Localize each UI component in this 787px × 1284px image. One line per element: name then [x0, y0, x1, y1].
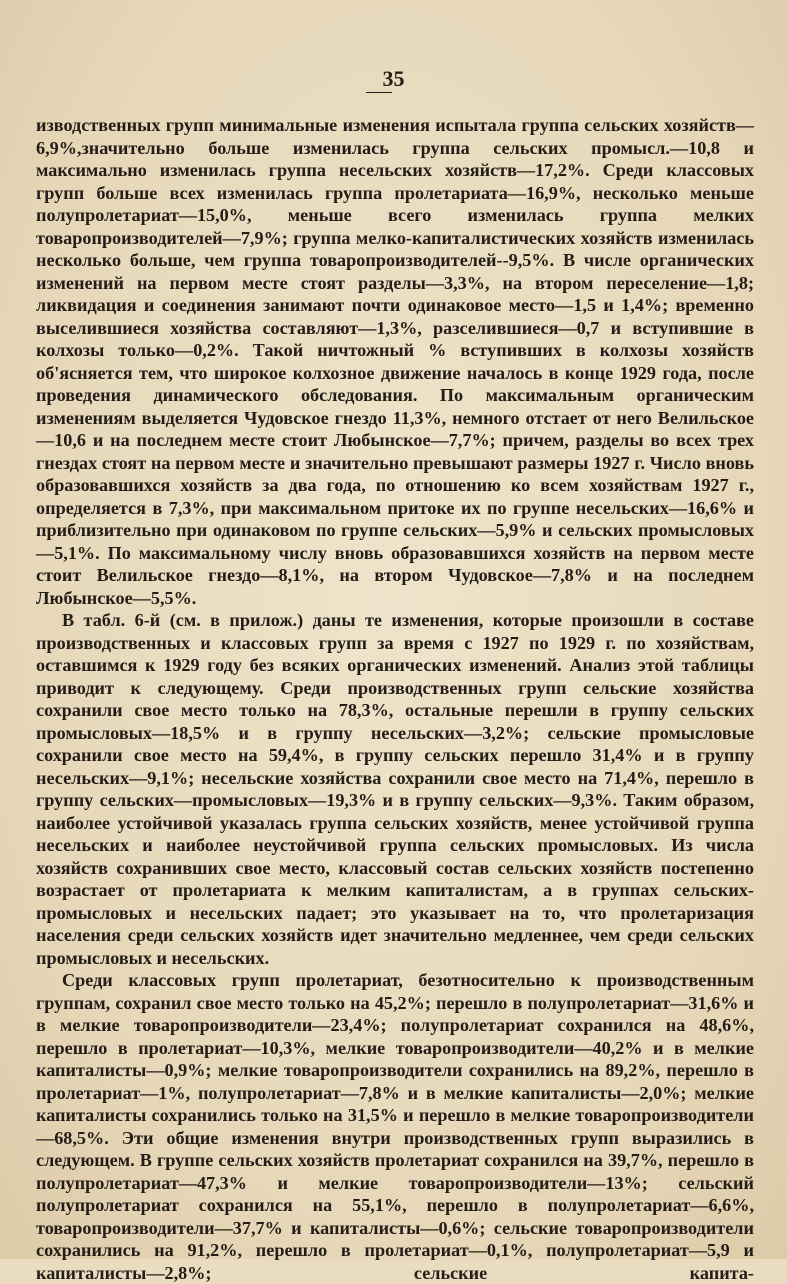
paragraph-3: Среди классовых групп пролетариат, безотносительно к производственным группам, сохранил свое место только на 45,2%; перешло в полупролетариат—31,6% и в мелкие товаропроизводители—23,4%; полупролетариат сохранился на 48,6%, перешло в пролетариат—10,3%, мелкие товаропроизводители—40,2% и в мелкие капиталисты—0,9%; мелкие товаропроизводители сохранились на 89,2%, перешло в пролетариат—1%, полупролетариат—7,8% и в мелкие капиталисты—2,0%; мелкие капиталисты сохранились только на 31,5% и перешло в мелкие товаропроизводители—68,5%. Эти общие изменения внутри производственных групп выразились в следующем. В группе сельских хозяйств пролетариат сохранился на 39,7%, перешло в полупролетариат—47,3% и мелкие товаропроизводители—13%; сельский полупролетариат сохранился на 55,1%, перешло в полупролетариат—6,6%, товаропроизводители—37,7% и капиталисты—0,6%; сельские товаропроизводители сохранились на 91,2%, перешло в пролетариат—0,1%, полупролетариат—5,9 и капиталисты—2,8%; сельские капита-	[36, 970, 754, 1283]
page-number-rule	[366, 92, 392, 93]
paragraph-2: В табл. 6-й (см. в прилож.) даны те изменения, которые произошли в составе производственных и классовых групп за время с 1927 по 1929 г. по хозяйствам, оставшимся к 1929 году без всяких органических изменений. Анализ этой таблицы приводит к следующему. Среди производственных групп сельские хозяйства сохранили свое место только на 78,3%, остальные перешли в группу сельских промысловых—18,5% и в группу несельских—3,2%; сельские промысловые сохранили свое место на 59,4%, в группу сельских перешло 31,4% и в группу несельских—9,1%; несельские хозяйства сохранили свое место на 71,4%, перешло в группу сельских—промысловых—19,3% и в группу сельских—9,3%. Таким образом, наиболее устойчивой указалась группа сельских хозяйств, менее устойчивой группа несельских и наиболее неустойчивой группа сельских промысловых. Из числа хозяйств сохранивших свое место, классовый состав сельских хозяйств постепенно возрастает от пролетариата к мелким капиталистам, а в группах сельских-промысловых и несельских падает; это указывает на то, что пролетаризация населения среди сельских хозяйств идет значительно медленнее, чем среди сельских промысловых и несельских.	[36, 610, 754, 968]
body-text	[36, 114, 754, 1284]
paragraph-1: изводственных групп минимальные изменения испытала группа сельских хозяйств—6,9%,значительно больше изменилась группа сельских промысл.—10,8 и максимально изменилась группа несельских хозяйств—17,2%. Среди классовых групп больше всех изменилась группа пролетариата—16,9%, несколько меньше полупролетариат—15,0%, меньше всего изменилась группа мелких товаропроизводителей—7,9%; группа мелко-капиталистических хозяйств изменилась несколько больше, чем группа товаропроизводителей--9,5%. В числе органических изменений на первом месте стоят разделы—3,3%, на втором переселение—1,8; ликвидация и соединения занимают почти одинаковое место—1,5 и 1,4%; временно выселившиеся хозяйства составляют—1,3%, разселившиеся—0,7 и вступившие в колхозы только—0,2%. Такой ничтожный % вступивших в колхозы хозяйств об'ясняется тем, что широкое колхозное движение началось в конце 1929 года, после проведения динамического обследования. По максимальным органическим изменениям выделяется Чудовское гнездо 11,3%, немного отстает от него Велильское—10,6 и на последнем месте стоит Любынское—7,7%; причем, разделы во всех трех гнездах стоят на первом месте и значительно превышают размеры 1927 г. Число вновь образовавшихся хозяйств за два года, по отношению ко всем хозяйствам 1927 г., определяется в 7,3%, при максимальном притоке их по группе несельских—16,6% и приблизительно при одинаковом по группе сельских—5,9% и сельских промысловых—5,1%. По максимальному числу вновь образовавшихся хозяйств на первом месте стоит Велильское гнездо—8,1%, на втором Чудовское—7,8% и на последнем Любынское—5,5%.	[36, 115, 754, 608]
page-number: 35	[382, 66, 405, 91]
